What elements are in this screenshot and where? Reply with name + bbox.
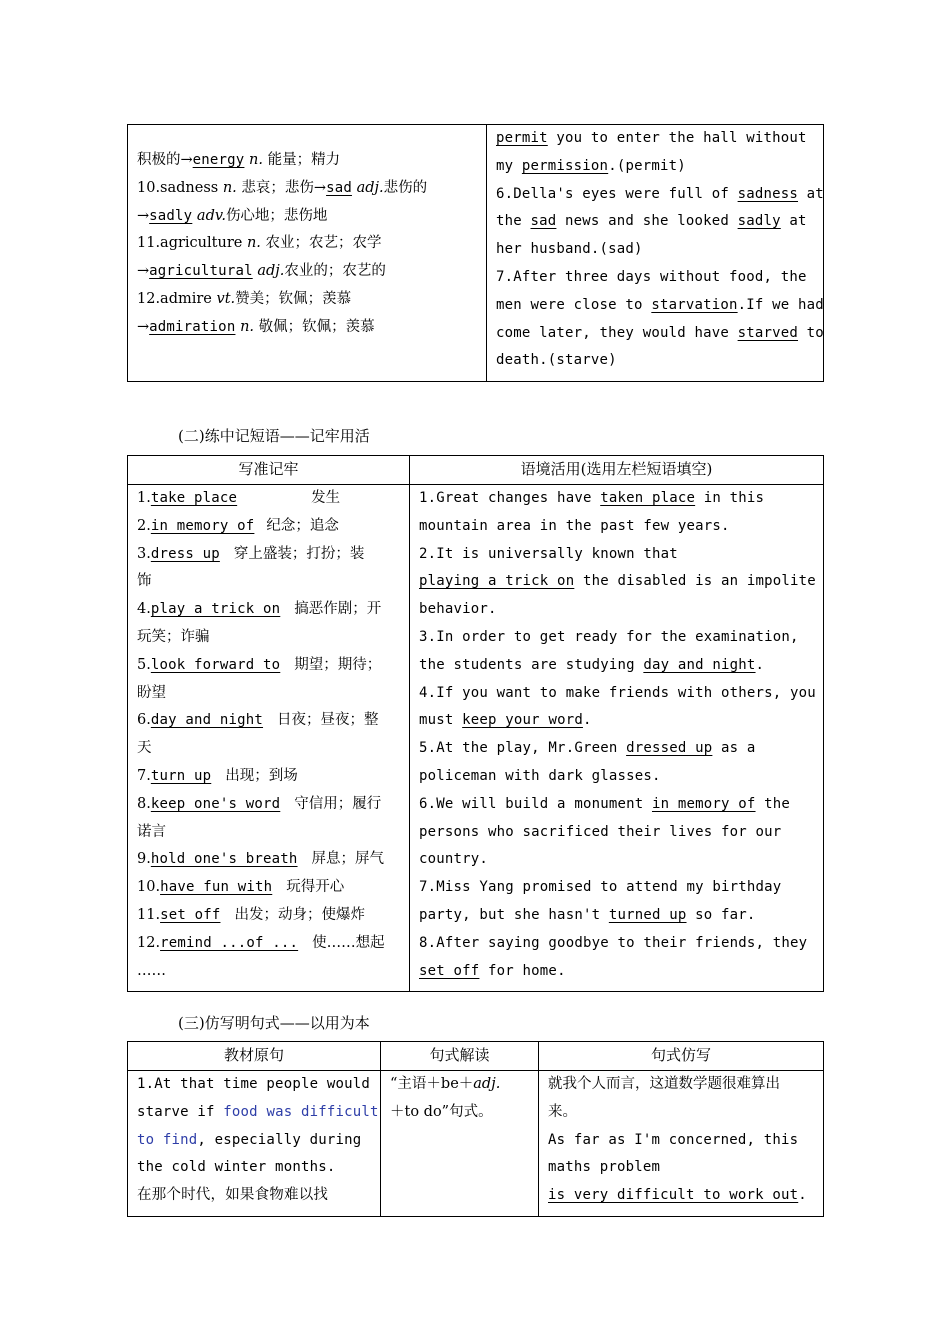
context-blank: taken place — [600, 490, 696, 506]
context-line: 7.Miss Yang promised to attend my birthday — [419, 879, 782, 896]
right-line: permit you to enter the hall without — [496, 130, 807, 146]
section-title-phrases: (二)练中记短语——记牢用活 — [178, 427, 370, 445]
answer-blank: sadly — [737, 213, 781, 230]
left-line: →agricultural adj.农业的；农艺的 — [137, 263, 386, 280]
analysis-cell — [381, 1071, 539, 1217]
phrase-line: 1.take place 发生 — [137, 490, 341, 506]
phrase-line: 4.play a trick on 搞恶作剧；开 — [137, 601, 382, 618]
context-blank: turned up — [608, 906, 687, 923]
sentence-patterns-table — [127, 1041, 824, 1217]
answer-blank: sad — [530, 213, 557, 230]
left-line: 积极的→energy n. 能量；精力 — [137, 152, 341, 168]
phrase-blank: remind ...of ... — [160, 934, 299, 951]
phrases-table — [127, 455, 824, 992]
phrase-line: 5.look forward to 期望；期待； — [137, 656, 382, 673]
original-line: the cold winter months. — [137, 1159, 336, 1176]
imitation-line: maths problem — [548, 1159, 661, 1176]
context-line: country. — [419, 851, 489, 868]
context-blank: in memory of — [651, 795, 756, 812]
context-line: behavior. — [419, 601, 497, 618]
context-line: 4.If you want to make friends with others, you — [419, 684, 816, 701]
phrase-blank: take place — [150, 490, 238, 506]
phrase-line: …… — [137, 962, 166, 979]
context-line: persons who sacrificed their lives for our — [419, 823, 782, 840]
phrase-line: 10.have fun with 玩得开心 — [137, 879, 345, 896]
context-blank: set off — [419, 962, 480, 979]
context-blank: day and night — [643, 656, 756, 673]
context-line: 5.At the play, Mr.Green dressed up as a — [419, 740, 756, 757]
phrase-line: 11.set off 出发；动身；使爆炸 — [137, 906, 365, 923]
answer-blank: sadness — [737, 185, 799, 202]
context-line: 1.Great changes have taken place in this — [419, 490, 765, 506]
answer-blank: sad — [326, 179, 352, 196]
phrase-line: 玩笑；诈骗 — [137, 628, 210, 645]
imitation-line: As far as I'm concerned, this — [548, 1131, 799, 1148]
header-original: 教材原句 — [128, 1042, 381, 1071]
word-forms-table — [127, 124, 824, 382]
imitation-line: 就我个人而言，这道数学题很难算出 — [548, 1076, 780, 1092]
answer-blank: energy — [192, 152, 245, 168]
phrase-line: 9.hold one's breath 屏息；屏气 — [137, 851, 385, 868]
original-sentence-cell — [128, 1071, 381, 1217]
right-line: men were close to starvation.If we had — [496, 296, 824, 313]
answer-blank: sadly — [149, 207, 193, 224]
answer-blank: agricultural — [149, 263, 253, 280]
word-forms-right-cell — [487, 125, 824, 382]
phrase-line: 6.day and night 日夜；昼夜；整 — [137, 712, 379, 729]
right-line: her husband.(sad) — [496, 241, 643, 258]
highlight-text: food was difficult — [223, 1103, 379, 1120]
original-line: 1.At that time people would — [137, 1076, 370, 1092]
answer-blank: admiration — [149, 318, 236, 335]
header-analysis: 句式解读 — [381, 1042, 539, 1071]
context-line: set off for home. — [419, 962, 566, 979]
context-blank: dressed up — [626, 740, 713, 757]
right-line: the sad news and she looked sadly at — [496, 213, 807, 230]
context-line: policeman with dark glasses. — [419, 767, 661, 784]
phrase-blank: keep one's word — [150, 795, 281, 812]
context-line: mountain area in the past few years. — [419, 517, 730, 534]
answer-blank: starvation — [651, 296, 738, 313]
right-line: come later, they would have starved to — [496, 324, 824, 341]
context-blank: playing a trick on — [419, 573, 575, 590]
analysis-line: “主语＋be＋adj. — [390, 1076, 501, 1092]
phrase-line: 饰 — [137, 573, 152, 590]
phrase-line: 7.turn up 出现；到场 — [137, 767, 298, 784]
context-line: 8.After saying goodbye to their friends, they — [419, 934, 808, 951]
phrase-blank: in memory of — [150, 517, 255, 534]
phrase-blank: have fun with — [160, 879, 273, 896]
phrase-line: 2.in memory of 纪念；追念 — [137, 517, 339, 534]
phrase-line: 天 — [137, 740, 152, 757]
phrase-line: 诺言 — [137, 823, 166, 840]
phrase-line: 盼望 — [137, 684, 166, 701]
phrases-left-cell — [128, 485, 410, 992]
right-line: my permission.(permit) — [496, 157, 686, 174]
context-line: 2.It is universally known that — [419, 545, 678, 562]
context-line: party, but she hasn't turned up so far. — [419, 906, 756, 923]
phrase-blank: turn up — [150, 767, 212, 784]
right-line: death.(starve) — [496, 352, 617, 369]
left-line: →admiration n. 敬佩；钦佩；羡慕 — [137, 318, 375, 335]
phrases-right-cell — [410, 485, 824, 992]
context-line: 6.We will build a monument in memory of the — [419, 795, 791, 812]
left-line: 11.agriculture n. 农业；农艺；农学 — [137, 235, 382, 252]
context-blank: keep your word — [462, 712, 583, 729]
header-imitation: 句式仿写 — [539, 1042, 824, 1071]
context-line: 3.In order to get ready for the examination, — [419, 628, 799, 645]
imitation-blank: is very difficult to work out — [548, 1187, 799, 1204]
imitation-line: 来。 — [548, 1103, 577, 1120]
section-title-sentences: (三)仿写明句式——以用为本 — [178, 1014, 370, 1032]
original-line: 在那个时代，如果食物难以找 — [137, 1187, 329, 1204]
phrase-blank: day and night — [150, 712, 264, 729]
analysis-line: ＋to do”句式。 — [390, 1103, 493, 1120]
phrase-line: 8.keep one's word 守信用；履行 — [137, 795, 382, 812]
left-line: 12.admire vt.赞美；钦佩；羡慕 — [137, 290, 352, 307]
original-line: starve if food was difficult — [137, 1103, 379, 1120]
original-line: to find, especially during — [137, 1131, 362, 1148]
phrase-blank: set off — [160, 906, 221, 923]
phrase-line: 12.remind ...of ... 使……想起 — [137, 934, 385, 951]
imitation-line: is very difficult to work out. — [548, 1187, 807, 1204]
left-line: 10.sadness n. 悲哀；悲伤→sad adj.悲伤的 — [137, 179, 428, 196]
context-line: must keep your word. — [419, 712, 592, 729]
answer-blank: starved — [737, 324, 799, 341]
answer-blank: permit — [496, 130, 548, 146]
context-line: the students are studying day and night. — [419, 656, 765, 673]
phrase-blank: play a trick on — [150, 601, 281, 618]
phrase-blank: hold one's breath — [150, 851, 298, 868]
highlight-text: to find — [137, 1131, 198, 1148]
phrase-blank: dress up — [150, 545, 220, 562]
left-line: →sadly adv.伤心地；悲伤地 — [137, 207, 328, 224]
right-line: 7.After three days without food, the — [496, 268, 807, 285]
imitation-cell — [539, 1071, 824, 1217]
header-right: 语境活用(选用左栏短语填空) — [410, 456, 824, 485]
phrase-line: 3.dress up 穿上盛装；打扮；装 — [137, 545, 365, 562]
word-forms-left-cell — [128, 125, 487, 382]
phrase-blank: look forward to — [150, 656, 281, 673]
header-left: 写准记牢 — [128, 456, 410, 485]
right-line: 6.Della's eyes were full of sadness at — [496, 185, 824, 202]
answer-blank: permission — [521, 157, 609, 174]
context-line: playing a trick on the disabled is an impolite — [419, 573, 816, 590]
